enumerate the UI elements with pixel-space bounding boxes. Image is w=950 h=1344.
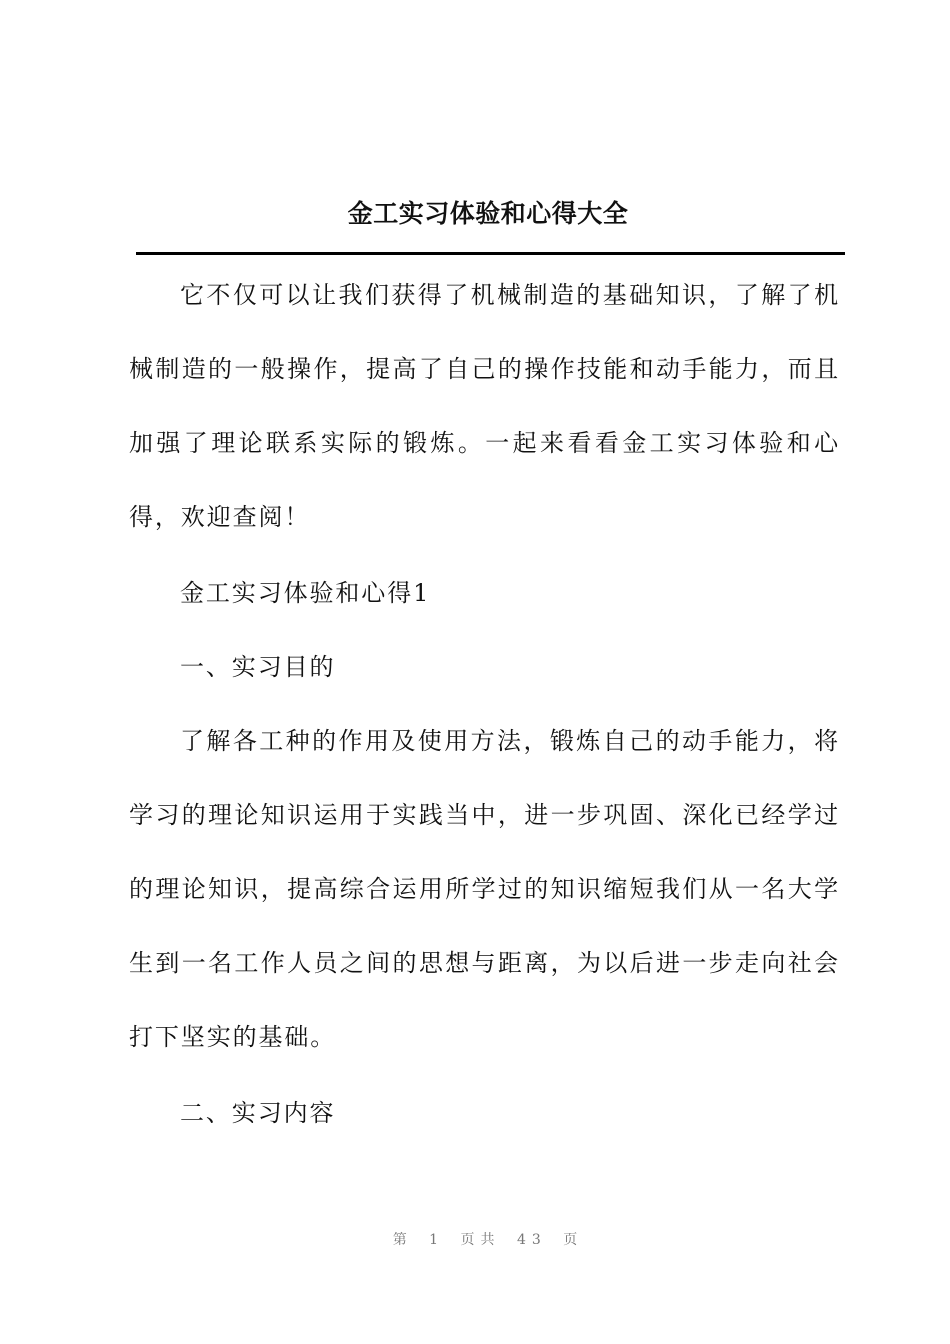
title-underline-rule: [136, 252, 845, 255]
intro-paragraph: 它不仅可以让我们获得了机械制造的基础知识，了解了机械制造的一般操作，提高了自己的操作技能和动手能力，而且加强了理论联系实际的锻炼。一起来看看金工实习体验和心得，欢迎查阅！: [129, 281, 840, 531]
section-heading-purpose: 一、实习目的: [180, 653, 336, 681]
purpose-paragraph: 了解各工种的作用及使用方法，锻炼自己的动手能力，将学习的理论知识运用于实践当中，进一步巩固、深化已经学过的理论知识，提高综合运用所学过的知识缩短我们从一名大学生到一名工作人员之间的思想与距离，为以后进一步走向社会打下坚实的基础。: [129, 727, 840, 1051]
article-heading-1: 金工实习体验和心得1: [180, 579, 431, 607]
document-title: 金工实习体验和心得大全: [347, 199, 629, 228]
page-number-footer: 第 1 页共 43 页: [392, 1232, 584, 1248]
section-heading-content: 二、实习内容: [180, 1099, 336, 1127]
